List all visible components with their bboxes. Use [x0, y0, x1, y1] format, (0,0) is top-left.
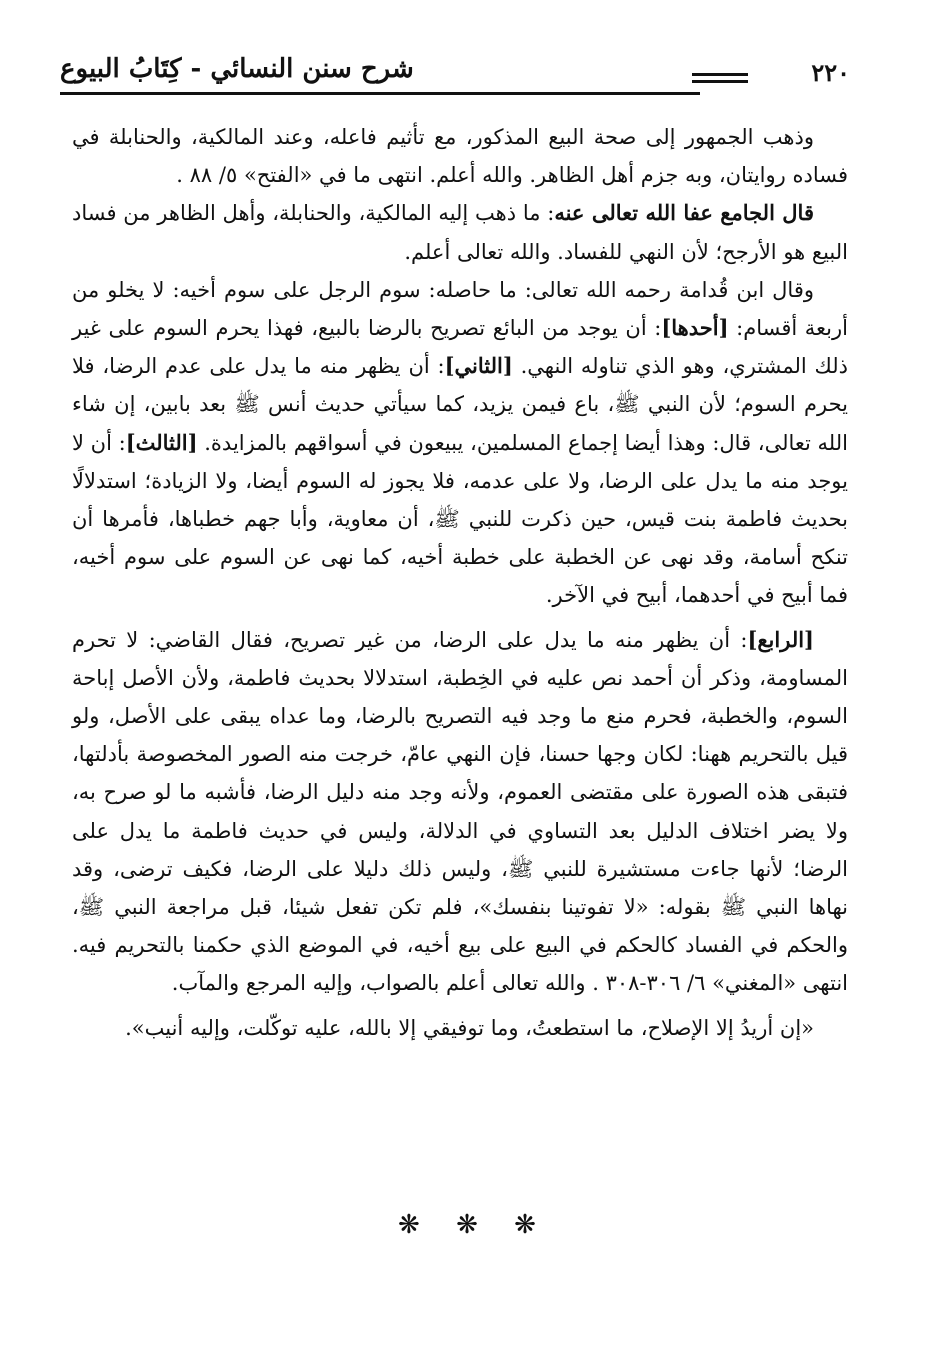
text-run: وذهب الجمهور إلى صحة البيع المذكور، مع تأثيم فاعله، وعند المالكية، والحنابلة في فساده روايتان، وبه جزم أهل الظاهر. والله أعلم. انتهى ما في «الفتح» ٥/ ٨٨ . — [72, 125, 848, 188]
bold-heading-run: [الرابع] — [747, 626, 814, 652]
paragraph — [72, 1009, 848, 1047]
paragraph — [72, 621, 848, 1003]
header-rule — [60, 92, 700, 95]
page-number: ٢٢٠ — [811, 58, 850, 87]
paragraph — [72, 118, 848, 194]
bold-heading-run: [الثالث] — [125, 429, 198, 455]
text-run: «إن أريدُ إلا الإصلاح، ما استطعتُ، وما توفيقي إلا بالله، عليه توكّلت، وإليه أنيب». — [125, 1015, 814, 1040]
text-run: وقال ابن قُدامة رحمه الله تعالى: ما حاصله: سوم الرجل على سوم أخيه: لا يخلو من أربعة أقسام: — [72, 277, 848, 341]
bold-heading-run: [أحدها] — [661, 315, 729, 341]
paragraph — [72, 271, 848, 615]
text-run: : ما ذهب إليه المالكية، والحنابلة، وأهل الظاهر من فساد البيع هو الأرجح؛ لأن النهي للفساد. والله تعالى أعلم. — [72, 201, 848, 264]
text-run: : أن يظهر منه ما يدل على الرضا، من غير تصريح، فقال القاضي: لا تحرم المساومة، وذكر أن أحمد نص عليه في الخِطبة، استدلالا بحديث فاطمة، ولأن الأصل إباحة السوم، والخطبة، فحرم منع ما وجد فيه التصريح بالرضا، وما عداه يبقى على الأصل، ولو قيل بالتحريم ههنا: لكان وجها حسنا، فإن النهي عامّ، خرجت منه الصور المخصوصة بأدلتها، فتبقى هذه الصورة على مقتضى العموم، ولأنه وجد منه دليل الرضا، فأشبه ما لو صرح به، ولا يضر اختلاف الدليل بعد التساوي في الدلالة، وليس في حديث فاطمة ما يدل على الرضا؛ لأنها جاءت مستشيرة للنبي ﷺ، وليس ذلك دليلا على الرضا، فكيف ترضى، وقد نهاها النبي ﷺ بقوله: «لا تفوتينا بنفسك»، فلم تكن تفعل شيئا، قبل مراجعة النبي ﷺ، والحكم في الفساد كالحكم في البيع على بيع أخيه، في الموضع الذي حكمنا بالتحريم فيه. انتهى «المغني» ٦/ ٣٠٦-٣٠٨ . والله تعالى أعلم بالصواب، وإليه المرجع والمآب. — [72, 627, 848, 996]
body-text — [72, 118, 848, 1047]
text-run: : أن يوجد من البائع تصريح بالرضا بالبيع، فهذا يحرم السوم على غير ذلك المشتري، وهو الذي تناوله النهي. — [72, 316, 848, 379]
bold-heading-run: [الثاني] — [444, 353, 513, 379]
bold-heading-run: قال الجامع عفا الله تعالى عنه — [554, 200, 814, 226]
paragraph — [72, 194, 848, 270]
header-ornament-lines — [692, 73, 748, 89]
text-run: : أن لا يوجد منه ما يدل على الرضا، ولا على عدمه، فلا يجوز له السوم أيضا، ولا الزيادة؛ استدلالًا بحديث فاطمة بنت قيس، حين ذكرت للنبي ﷺ، أن معاوية، وأبا جهم خطباها، فأمرها أن تنكح أسامة، وقد نهى عن الخطبة على خطبة أخيه، كما نهى عن السوم على سوم أخيه، فما أبيح في أحدهما، أبيح في الآخر. — [72, 430, 848, 608]
end-of-section-mark: ❋ ❋ ❋ — [398, 1210, 550, 1240]
page-header — [60, 48, 850, 100]
running-title: شرح سنن النسائي - كِتَابُ البيوع — [60, 54, 414, 84]
text-run: : أن يظهر منه ما يدل على عدم الرضا، فلا يحرم السوم؛ لأن النبي ﷺ، باع فيمن يزيد، كما سيأتي حديث أنس ﷺ بعد بابين، إن شاء الله تعالى، قال: وهذا أيضا إجماع المسلمين، يبيعون في أسواقهم بالمزايدة. — [72, 354, 848, 455]
